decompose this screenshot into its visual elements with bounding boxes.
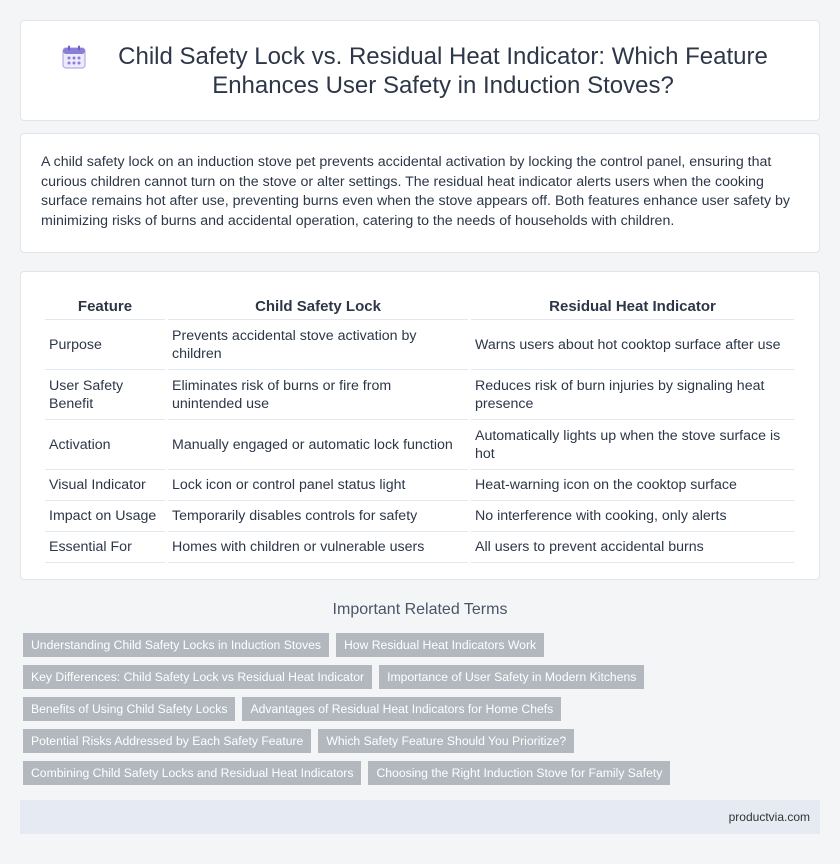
table-header-row (45, 294, 794, 320)
table-cell: Purpose (45, 320, 165, 370)
table-cell: Activation (45, 420, 165, 470)
calendar-icon (61, 44, 87, 70)
table-row (45, 320, 794, 370)
column-header-feature: Feature (45, 294, 165, 320)
table-cell: No interference with cooking, only alerts (471, 501, 794, 532)
footer-site-link[interactable]: productvia.com (728, 810, 810, 824)
related-term-link[interactable]: Benefits of Using Child Safety Locks (23, 697, 235, 721)
table-cell: Prevents accidental stove activation by children (168, 320, 468, 370)
table-cell: Impact on Usage (45, 501, 165, 532)
related-terms-heading: Important Related Terms (332, 601, 508, 618)
intro-card (20, 133, 820, 253)
table-row (45, 420, 794, 470)
table-cell: Reduces risk of burn injuries by signaling heat presence (471, 370, 794, 420)
related-term-link[interactable]: How Residual Heat Indicators Work (336, 633, 544, 657)
table-cell: Eliminates risk of burns or fire from unintended use (168, 370, 468, 420)
related-term-link[interactable]: Potential Risks Addressed by Each Safety Feature (23, 729, 311, 753)
table-cell: All users to prevent accidental burns (471, 532, 794, 563)
table-cell: Manually engaged or automatic lock function (168, 420, 468, 470)
title-card (20, 20, 820, 121)
related-term-link[interactable]: Advantages of Residual Heat Indicators for Home Chefs (242, 697, 561, 721)
page-title: Child Safety Lock vs. Residual Heat Indicator: Which Feature Enhances User Safety in Induction Stoves? (118, 42, 768, 99)
table-cell: Warns users about hot cooktop surface after use (471, 320, 794, 370)
table-cell: Heat-warning icon on the cooktop surface (471, 470, 794, 501)
table-cell: Temporarily disables controls for safety (168, 501, 468, 532)
related-term-link[interactable]: Choosing the Right Induction Stove for Family Safety (368, 761, 670, 785)
table-cell: Visual Indicator (45, 470, 165, 501)
table-cell: Essential For (45, 532, 165, 563)
table-cell: Automatically lights up when the stove surface is hot (471, 420, 794, 470)
related-term-link[interactable]: Key Differences: Child Safety Lock vs Residual Heat Indicator (23, 665, 372, 689)
table-row (45, 501, 794, 532)
table-cell: Homes with children or vulnerable users (168, 532, 468, 563)
comparison-table-card (20, 271, 820, 580)
related-terms-list (23, 633, 823, 793)
related-term-link[interactable]: Combining Child Safety Locks and Residual Heat Indicators (23, 761, 361, 785)
table-row (45, 532, 794, 563)
related-term-link[interactable]: Which Safety Feature Should You Prioritize? (318, 729, 574, 753)
table-cell: User Safety Benefit (45, 370, 165, 420)
table-row (45, 470, 794, 501)
footer (20, 800, 820, 834)
table-cell: Lock icon or control panel status light (168, 470, 468, 501)
table-row (45, 370, 794, 420)
intro-paragraph: A child safety lock on an induction stove pet prevents accidental activation by locking the control panel, ensuring that curious children cannot turn on the stove or alter settings. The residual heat indicator alerts users when the cooking surface remains hot after use, preventing burns even when the stove appears off. Both features enhance user safety by minimizing risks of burns and accidental operation, catering to the needs of households with children. (41, 154, 790, 229)
related-term-link[interactable]: Importance of User Safety in Modern Kitchens (379, 665, 644, 689)
column-header-residual-heat-indicator: Residual Heat Indicator (471, 294, 794, 320)
related-term-link[interactable]: Understanding Child Safety Locks in Induction Stoves (23, 633, 329, 657)
comparison-table (42, 294, 797, 563)
column-header-child-safety-lock: Child Safety Lock (168, 294, 468, 320)
